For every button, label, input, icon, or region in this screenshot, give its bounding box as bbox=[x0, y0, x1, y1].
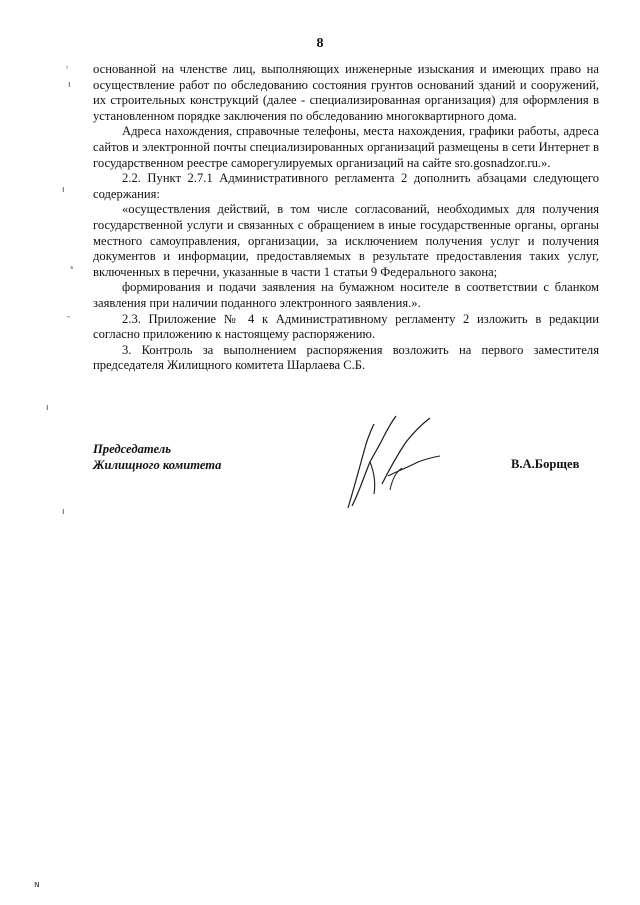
scan-mark-icon: ˢ bbox=[70, 265, 74, 275]
signer-title-line2: Жилищного комитета bbox=[93, 458, 222, 472]
scan-mark-icon: ı bbox=[62, 185, 65, 195]
paragraph-item-3: 3. Контроль за выполнением распоряжения возложить на первого заместителя председателя Жилищного комитета Шарлаева С.Б. bbox=[93, 342, 599, 373]
scan-mark-icon: ʿ bbox=[66, 66, 69, 76]
scan-mark-icon: ɴ bbox=[34, 880, 40, 890]
paragraph-item-2-2: 2.2. Пункт 2.7.1 Административного регламента 2 дополнить абзацами следующего содержания: bbox=[93, 171, 599, 201]
paragraph-quote-forming: формирования и подачи заявления на бумажном носителе в соответствии с бланком заявления при наличии поданного электронного заявления.». bbox=[93, 280, 599, 310]
scan-mark-icon: ı bbox=[46, 403, 49, 413]
paragraph-item-2-3: 2.3. Приложение № 4 к Административному регламенту 2 изложить в редакции согласно приложению к настоящему распоряжению. bbox=[93, 311, 599, 342]
page-number: 8 bbox=[316, 36, 324, 51]
signer-name: В.А.Борщев bbox=[511, 457, 580, 471]
scan-mark-icon: ı bbox=[68, 80, 71, 90]
paragraph-continuation: основанной на членстве лиц, выполняющих инженерные изыскания и имеющих право на осуществление работ по обследованию состояния грунтов оснований зданий и сооружений, их строительных конструкций (далее - специализированная организация) для оформления в установленном порядке заключения по обследованию многоквартирного дома. bbox=[93, 62, 599, 123]
document-body bbox=[93, 62, 599, 374]
signer-title bbox=[93, 441, 221, 473]
signer-title-line1: Председатель bbox=[93, 442, 171, 456]
handwritten-signature-icon bbox=[330, 410, 460, 520]
paragraph-addresses: Адреса нахождения, справочные телефоны, места нахождения, графики работы, адреса сайтов и электронной почты специализированных организаций размещены в сети Интернет в государственном реестре саморегулируемых организаций на сайте sro.gosnadzor.ru.». bbox=[93, 124, 599, 170]
scan-mark-icon: - bbox=[67, 312, 71, 322]
paragraph-quote-actions: «осуществления действий, в том числе согласований, необходимых для получения государственной услуги и связанных с обращением в иные государственные органы, органы местного самоуправления, организации, за исключением получения услуг и получения документов и информации, предоставляемых в результате предоставления таких услуг, включенных в перечни, указанные в части 1 статьи 9 Федерального закона; bbox=[93, 202, 599, 279]
scan-mark-icon: ı bbox=[62, 507, 65, 517]
